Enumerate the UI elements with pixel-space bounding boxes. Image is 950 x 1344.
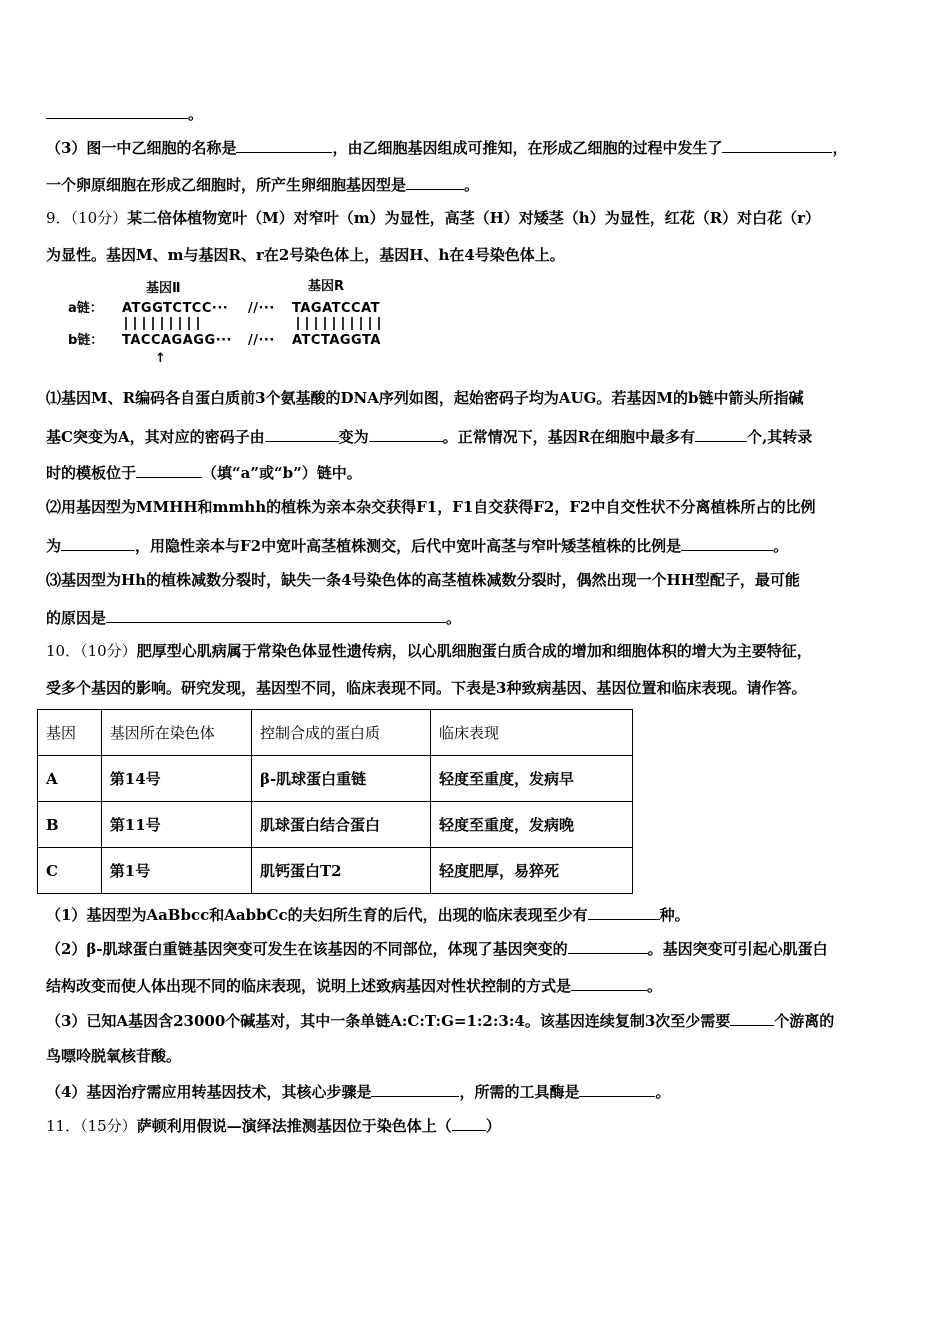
table-cell: A <box>38 756 102 802</box>
answer-blank[interactable] <box>681 535 773 551</box>
answer-blank[interactable] <box>695 426 747 442</box>
question-10-part-1: （1）基因型为AaBbcc和AabbCc的夫妇所生育的后代，出现的临床表现至少有 种。 <box>46 906 690 924</box>
question-9-part-1-cont2: 时的模板位于 （填“a”或“b”）链中。 <box>46 464 362 482</box>
answer-blank[interactable] <box>588 904 660 920</box>
table-cell: 轻度肥厚，易猝死 <box>431 848 633 894</box>
table-cell: 轻度至重度，发病早 <box>431 756 633 802</box>
question-10-stem: 10．（10分）肥厚型心肌病属于常染色体显性遗传病，以心肌细胞蛋白质合成的增加和细胞体积的增大为主要特征， <box>46 642 812 660</box>
table-header-row <box>38 710 633 756</box>
question-9-stem-cont: 为显性。基因M、m与基因R、r在2号染色体上，基因H、h在4号染色体上。 <box>46 246 565 264</box>
gene-m-label: 基因Ⅱ <box>146 281 181 296</box>
question-10-part-4: （4）基因治疗需应用转基因技术，其核心步骤是 ，所需的工具酶是 。 <box>46 1083 671 1101</box>
question-10-part-2-cont: 结构改变而使人体出现不同的临床表现，说明上述致病基因对性状控制的方式是 。 <box>46 977 663 995</box>
question-11-stem: 11．（15分）萨顿利用假说—演绎法推测基因位于染色体上（ ） <box>46 1117 501 1135</box>
table-cell: 第1号 <box>101 848 251 894</box>
answer-blank[interactable] <box>61 535 135 551</box>
dna-sequence-figure <box>68 276 408 366</box>
gene-table <box>37 709 633 894</box>
question-8-part-3-cont: 一个卵原细胞在形成乙细胞时，所产生卵细胞基因型是 。 <box>46 176 480 194</box>
question-9-part-1-cont: 基C突变为A，其对应的密码子由 变为 。正常情况下，基因R在细胞中最多有 个,其转录 <box>46 428 813 446</box>
base-pair-bonds <box>126 317 379 330</box>
table-cell: B <box>38 802 102 848</box>
question-9-part-1: ⑴基因M、R编码各自蛋白质前3个氨基酸的DNA序列如图，起始密码子均为AUG。若基因M的b链中箭头所指碱 <box>46 389 804 407</box>
answer-blank[interactable] <box>571 975 647 991</box>
table-header-cell: 临床表现 <box>431 710 633 756</box>
table-cell: C <box>38 848 102 894</box>
chain-a-left-seq: ATGGTCTCC··· <box>122 301 229 316</box>
question-10-part-3: （3）已知A基因含23000个碱基对，其中一条单链A:C:T:G=1:2:3:4。该基因连续复制3次至少需要 个游离的 <box>46 1012 835 1030</box>
question-10-stem-cont: 受多个基因的影响。研究发现，基因型不同，临床表现不同。下表是3种致病基因、基因位置和临床表现。请作答。 <box>46 679 807 697</box>
answer-blank[interactable] <box>579 1081 655 1097</box>
chain-b-right-seq: ATCTAGGTA <box>292 333 381 348</box>
question-9-part-3: ⑶基因型为Hh的植株减数分裂时，缺失一条4号染色体的高茎植株减数分裂时，偶然出现一个HH型配子，最可能 <box>46 571 800 589</box>
table-header-cell: 基因 <box>38 710 102 756</box>
chain-b-mid: //··· <box>248 333 275 348</box>
gene-r-label: 基因R <box>308 279 345 294</box>
chain-b-left-seq: TACCAGAGG··· <box>122 333 232 348</box>
answer-blank[interactable] <box>452 1115 486 1131</box>
question-9-part-2-cont: 为 ，用隐性亲本与F2中宽叶高茎植株测交，后代中宽叶高茎与窄叶矮茎植株的比例是 。 <box>46 537 789 555</box>
mutation-arrow-icon: ↑ <box>155 351 166 366</box>
answer-blank[interactable] <box>371 1081 459 1097</box>
table-header-cell: 控制合成的蛋白质 <box>252 710 431 756</box>
answer-blank[interactable] <box>236 137 332 153</box>
answer-blank[interactable] <box>568 938 648 954</box>
table-row <box>38 802 633 848</box>
table-cell: 肌钙蛋白T2 <box>252 848 431 894</box>
question-10-part-2: （2）β-肌球蛋白重链基因突变可发生在该基因的不同部位，体现了基因突变的 。基因突变可引起心肌蛋白 <box>46 940 828 958</box>
answer-line-continuation: 。 <box>46 103 908 124</box>
chain-a-right-seq: TAGATCCAT <box>292 301 381 316</box>
question-9-stem: 9．（10分）某二倍体植物宽叶（M）对窄叶（m）为显性，高茎（H）对矮茎（h）为显性，红花（R）对白花（r） <box>46 209 821 227</box>
table-cell: 第11号 <box>101 802 251 848</box>
table-header-cell: 基因所在染色体 <box>101 710 251 756</box>
table-cell: 轻度至重度，发病晚 <box>431 802 633 848</box>
table-cell: β-肌球蛋白重链 <box>252 756 431 802</box>
answer-blank[interactable] <box>730 1010 774 1026</box>
answer-blank[interactable] <box>265 426 339 442</box>
question-8-part-3: （3）图一中乙细胞的名称是 ，由乙细胞基因组成可推知，在形成乙细胞的过程中发生了 ， <box>46 139 848 157</box>
answer-blank[interactable] <box>106 607 446 623</box>
answer-blank[interactable] <box>722 137 832 153</box>
chain-a-mid: //··· <box>248 301 275 316</box>
answer-blank[interactable] <box>369 426 443 442</box>
answer-blank[interactable] <box>46 103 188 119</box>
question-9-part-3-cont: 的原因是 。 <box>46 609 462 627</box>
table-row <box>38 756 633 802</box>
answer-blank[interactable] <box>136 462 202 478</box>
chain-a-label: a链： <box>68 301 103 316</box>
chain-b-label: b链： <box>68 333 104 348</box>
question-10-part-3-cont: 鸟嘌呤脱氧核苷酸。 <box>46 1047 182 1065</box>
table-cell: 肌球蛋白结合蛋白 <box>252 802 431 848</box>
table-cell: 第14号 <box>101 756 251 802</box>
answer-blank[interactable] <box>406 174 464 190</box>
table-row <box>38 848 633 894</box>
question-9-part-2: ⑵用基因型为MMHH和mmhh的植株为亲本杂交获得F1，F1自交获得F2，F2中自交性状不分离植株所占的比例 <box>46 498 816 516</box>
